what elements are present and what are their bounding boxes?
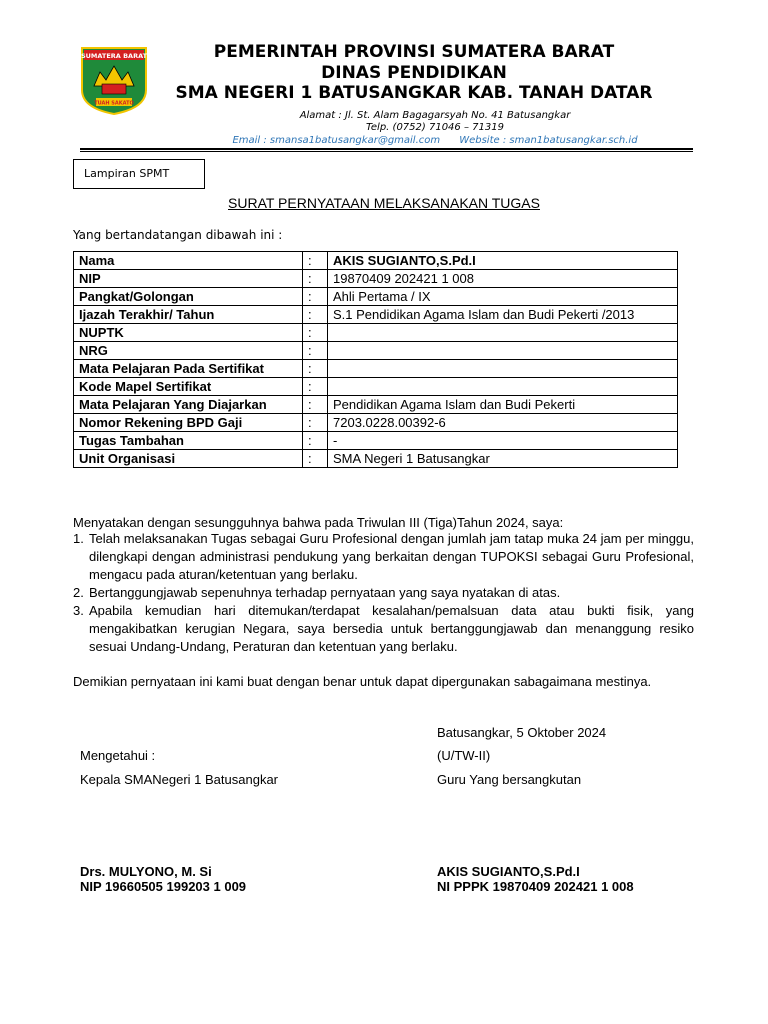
row-separator: : — [303, 378, 328, 396]
intro-text: Yang bertandatangan dibawah ini : — [73, 228, 283, 242]
row-separator: : — [303, 432, 328, 450]
row-value: 19870409 202421 1 008 — [328, 270, 678, 288]
kop-divider-thin — [80, 151, 693, 152]
closing-text: Demikian pernyataan ini kami buat dengan benar untuk dapat dipergunakan sabagaimana mestinya. — [73, 674, 652, 689]
row-value — [328, 342, 678, 360]
right-signer-nip: NI PPPK 19870409 202421 1 008 — [437, 879, 634, 894]
row-label: NIP — [74, 270, 303, 288]
row-separator: : — [303, 396, 328, 414]
list-text: Apabila kemudian hari ditemukan/terdapat kesalahan/pemalsuan data atau bukti fisik, yang mengakibatkan kerugian Negara, saya bersedia untuk bertanggungjawab dan menanggung resiko sesuai Undang-Undang, Peraturan dan ketentuan yang berlaku. — [89, 603, 694, 654]
document-code: (U/TW-II) — [437, 748, 491, 763]
row-value: S.1 Pendidikan Agama Islam dan Budi Pekerti /2013 — [328, 306, 678, 324]
row-separator: : — [303, 288, 328, 306]
row-value: Pendidikan Agama Islam dan Budi Pekerti — [328, 396, 678, 414]
table-row — [74, 432, 678, 450]
row-separator: : — [303, 342, 328, 360]
list-number: 1. — [73, 531, 84, 546]
phone-line: Telp. (0752) 71046 – 71319 — [366, 122, 504, 133]
logo-text-top: SUMATERA BARAT — [80, 52, 148, 60]
row-label: NUPTK — [74, 324, 303, 342]
row-value — [328, 378, 678, 396]
row-value — [328, 324, 678, 342]
row-label: NRG — [74, 342, 303, 360]
kop-line-3: SMA NEGERI 1 BATUSANGKAR KAB. TANAH DATAR — [175, 83, 653, 103]
logo-text-bottom: TUAH SAKATO — [94, 100, 134, 107]
list-text: Bertanggungjawab sepenuhnya terhadap pernyataan yang saya nyatakan di atas. — [89, 585, 561, 600]
document-title: SURAT PERNYATAAN MELAKSANAKAN TUGAS — [228, 195, 540, 211]
table-row — [74, 270, 678, 288]
table-row — [74, 288, 678, 306]
table-row — [74, 360, 678, 378]
table-row — [74, 414, 678, 432]
left-signer-nip: NIP 19660505 199203 1 009 — [80, 879, 247, 894]
row-separator: : — [303, 270, 328, 288]
table-row — [74, 396, 678, 414]
row-label: Unit Organisasi — [74, 450, 303, 468]
identity-table — [73, 251, 678, 468]
address-line: Alamat : Jl. St. Alam Bagagarsyah No. 41 Batusangkar — [299, 110, 571, 121]
row-value: - — [328, 432, 678, 450]
table-row — [74, 306, 678, 324]
left-sign-label: Mengetahui : — [80, 748, 156, 763]
row-separator: : — [303, 306, 328, 324]
row-separator: : — [303, 414, 328, 432]
kop-line-2: DINAS PENDIDIKAN — [321, 63, 507, 83]
row-value — [328, 360, 678, 378]
row-label: Pangkat/Golongan — [74, 288, 303, 306]
table-row — [74, 252, 678, 270]
left-signer-name: Drs. MULYONO, M. Si — [80, 864, 212, 879]
row-value: Ahli Pertama / IX — [328, 288, 678, 306]
email-website-line: Email : smansa1batusangkar@gmail.com Website : sman1batusangkar.sch.id — [232, 135, 638, 146]
row-label: Kode Mapel Sertifikat — [74, 378, 303, 396]
right-sign-role: Guru Yang bersangkutan — [437, 772, 582, 787]
row-separator: : — [303, 324, 328, 342]
row-value: AKIS SUGIANTO,S.Pd.I — [328, 252, 678, 270]
table-row — [74, 378, 678, 396]
row-value: 7203.0228.00392-6 — [328, 414, 678, 432]
left-sign-role: Kepala SMANegeri 1 Batusangkar — [80, 772, 279, 787]
row-label: Mata Pelajaran Yang Diajarkan — [74, 396, 303, 414]
kop-divider-thick — [80, 148, 693, 150]
kop-line-1: PEMERINTAH PROVINSI SUMATERA BARAT — [213, 42, 615, 62]
row-value: SMA Negeri 1 Batusangkar — [328, 450, 678, 468]
list-number: 3. — [73, 603, 84, 618]
row-label: Nomor Rekening BPD Gaji — [74, 414, 303, 432]
list-item — [73, 584, 694, 602]
statement-text: Menyatakan dengan sesungguhnya bahwa pada Triwulan III (Tiga)Tahun 2024, saya: — [73, 515, 564, 530]
list-item — [73, 530, 694, 584]
table-row — [74, 450, 678, 468]
right-signer-name: AKIS SUGIANTO,S.Pd.I — [437, 864, 580, 879]
row-label: Tugas Tambahan — [74, 432, 303, 450]
list-item — [73, 602, 694, 656]
row-separator: : — [303, 450, 328, 468]
row-label: Ijazah Terakhir/ Tahun — [74, 306, 303, 324]
row-separator: : — [303, 360, 328, 378]
place-date: Batusangkar, 5 Oktober 2024 — [437, 725, 607, 740]
table-row — [74, 342, 678, 360]
list-text: Telah melaksanakan Tugas sebagai Guru Profesional dengan jumlah jam tatap muka 24 jam per minggu, dilengkapi dengan administrasi pendukung yang berkaitan dengan TUPOKSI sebagai Guru Profesional, mengacu pada aturan/ketentuan yang berlaku. — [89, 531, 694, 582]
row-label: Mata Pelajaran Pada Sertifikat — [74, 360, 303, 378]
row-separator: : — [303, 252, 328, 270]
list-number: 2. — [73, 585, 84, 600]
lampiran-box: Lampiran SPMT — [73, 159, 205, 189]
table-row — [74, 324, 678, 342]
row-label: Nama — [74, 252, 303, 270]
